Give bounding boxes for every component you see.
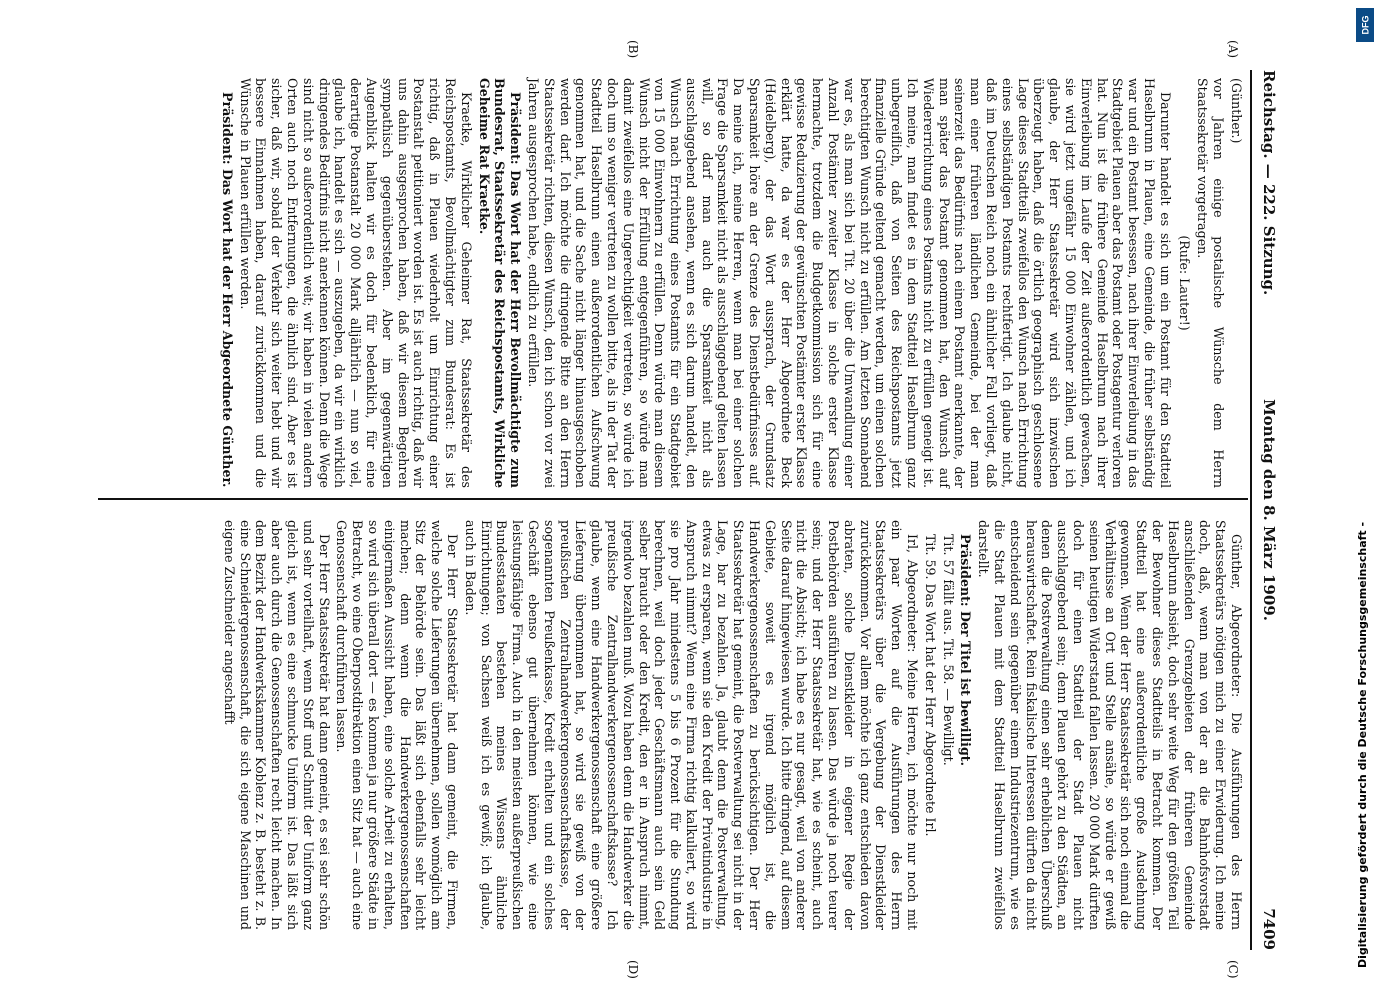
header-date: Montag den 8. März 1909. [1260, 399, 1278, 621]
paragraph: Tit. 59. Das Wort hat der Herr Abgeordnete Irl. [922, 534, 938, 837]
paragraph: Günther, Abgeordneter: Die Ausführungen des Herrn Staatssekretärs nötigen mich zu einer Erwiderung. Ich meine doch, daß, wenn man von der an die Bahnhofsvorstadt anschließenden Grenzgebieten der früheren Gemeinde Haselbrunn absieht, doch sehr weite Weg für den größten Teil der Bewohner dieses Stadtteils in Betracht kommen. Der Stadtteil hat eine außerordentliche große Ausdehnung gewonnen. Wenn der Herr Staatssekretär sich noch einmal die Verhältnisse an Ort und Stelle ansähe, so würde er gewiß seinen heutigen Widerstand fallen lassen. 20 000 Mark dürften doch für einen Stadtteil der Stadt Plauen nicht ausschlaggebend sein; denn Plauen gehört zu den Städten, an denen die Postverwaltung einen sehr erheblichen Überschuß herauswirtschaftet. Rein fiskalische Interessen dürften da nicht entscheidend sein gegenüber einem Industriezentrum, wie es die Stadt Plauen mit dem Stadtteil Haselbrunn zweifellos darstellt. [976, 520, 1244, 930]
paragraph: Kraetke, Wirklicher Geheimer Rat, Staatssekretär des Reichspostamts, Bevollmächtigter zum Bundesrat: Es ist richtig, daß in Plauen wiederholt um Einrichtung einer Postanstalt petitioniert worden ist. Es ist auch richtig, daß wir uns dahin ausgesprochen haben, daß wir diesem Begehren sympathisch gegenüberstehen. Aber im gegenwärtigen Augenblick halten wir es doch für bedenklich, für eine derartige Postanstalt 20 000 Mark alljährlich — nun so viel, glaube ich, handelt es sich — auszugeben, da wir ein wirklich dringendes Bedürfnis nicht anerkennen können. Denn die Wege sind nicht so außerordentlich weit; wir haben in vielen andern Orten auch noch Entfernungen, die ähnlich sind. Aber es ist sicher, daß wir, sobald der Verkehr sich weiter hebt und wir bessere Einnahmen haben, darauf zurückkommen und die Wünsche in Plauen erfüllen werden. [237, 78, 474, 488]
page-number: 7409 [1260, 908, 1278, 950]
paragraph: Tit. 57 fällt aus. Tit. 58. — Bewilligt. [940, 534, 956, 766]
margin-mark-c: (C) [1226, 960, 1240, 979]
left-column [217, 78, 1244, 488]
paragraph: Irl, Abgeordneter: Meine Herren, ich möchte nur noch mit ein paar Worten auf die Ausführungen des Herrn Staatssekretärs über die Vergebung der Dienstkleider zurückkommen. Vor allem möchte ich ganz entschieden davon abraten, solche Dienstkleider in eigener Regie der Postbehörden ausführen zu lassen. Das würde ja noch teurer sein; und der Herr Staatssekretär hat, wie es scheint, auch nicht die Absicht; ich habe es nur gesagt, weil von anderer Seite darauf hingewiesen wurde. Ich bitte dringend, auf diesem Gebiete, soweit es irgend möglich ist, die Handwerkergenossenschaften zu berücksichtigen. Der Herr Staatssekretär hat gemeint, die Postverwaltung sei nicht in der Lage, bar zu bezahlen. Ja, glaubt denn die Postverwaltung, etwas zu ersparen, wenn sie den Kredit der Privatindustrie in Anspruch nimmt? Wenn eine Firma richtig kalkuliert, so wird sie pro Jahr mindestens 5 bis 6 Prozent für die Stundung berechnen, weil doch jeder Geschäftsmann auch sein Geld selber braucht oder den Kredit, den er in Anspruch nimmt, irgendwo bezahlen muß. Wozu haben denn die Handwerker die preußische Zentralhandwerkergenossenschaftskasse? Ich glaube, wenn eine Handwerkergenossenschaft eine größere Lieferung übernommen hat, so wird sie gewiß von der preußischen Zentralhandwerkergenossenschaftskasse, der sogenannten Preußenkasse, Kredit erhalten und ein solches Geschäft ebenso gut übernehmen können, wie eine leistungsfähige Firma. Auch in den meisten außerpreußischen Bundesstaaten bestehen meines Wissens ähnliche Einrichtungen; von Sachsen weiß ich es gewiß; ich glaube, auch in Baden. [462, 520, 921, 930]
paragraph: vor Jahren einige postalische Wünsche dem Herrn Staatssekretär vorgetragen. [1195, 78, 1227, 488]
digitization-credit [1356, 8, 1374, 992]
paragraph: Der Herr Staatssekretär hat dann gemeint, es sei sehr schön und sehr vorteilhaft, wenn Stoff und Schnitt der Uniform ganz gleich ist, wenn es eine schmucke Uniform ist. Das läßt sich aber auch durch die Genossenschaften recht leicht machen. In dem Bezirk der Handwerkskammer Koblenz z. B. besteht z. B. eine Schneidergenossenschaft, die sich eigene Maschinen und eigene Zuschneider angeschafft [221, 520, 332, 930]
president-statement: Präsident: Das Wort hat der Herr Abgeordnete Günther. [219, 92, 235, 488]
dfg-logo-text: DFG [1360, 15, 1370, 35]
margin-mark-a: (A) [1226, 40, 1240, 59]
dfg-logo [1356, 8, 1374, 42]
speaker-note: (Günther.) [1229, 78, 1244, 144]
president-statement: Präsident: Das Wort hat der Herr Bevollmächtigte zum Bundesrat, Staatssekretär des Reichspostamts, Wirkliche Geheime Rat Kraetke. [476, 78, 524, 488]
scanned-page [40, 0, 1340, 1000]
paragraph: Der Herr Staatssekretär hat dann gemeint, die Firmen, welche solche Lieferungen übernehmen, sollen womöglich am Sitz der Behörde sein. Das läßt sich ebenfalls sehr leicht machen; denn wenn die Handwerkergenossenschaften einigermaßen Aussicht haben, eine solche Arbeit zu erhalten, so wird sich überall dort — es kommen ja nur größere Städte in Betracht, wo eine Oberpostdirektion einen Sitz hat — auch eine Genossenschaft durchführen lassen. [334, 520, 460, 930]
header-left: Reichstag. — 222. Sitzung. [1260, 70, 1278, 296]
column-divider [98, 498, 1248, 500]
paragraph: Darunter handelt es sich um ein Postamt für den Stadtteil Haselbrunn in Plauen, eine Gemeinde, die früher selbständig war und ein Postamt besessen, nach ihrer Einverleibung in das Stadtgebiet Plauen aber das Postamt oder Postagentur verloren hat. Nun ist die frühere Gemeinde Haselbrunn nach ihrer Einverleibung im Laufe der Zeit außerordentlich gewachsen, sie wird jetzt ungefähr 15 000 Einwohner zählen, und ich glaube, der Herr Staatssekretär wird sich inzwischen überzeugt haben, daß die örtlich geographisch geschlossene Lage dieses Stadtteils zweifellos den Wunsch nach Errichtung eines selbständigen Postamts rechtfertigt. Ich glaube nicht, daß im Deutschen Reich noch ein ähnlicher Fall vorliegt, daß man einer früheren ländlichen Gemeinde, bei der man seinerzeit das Bedürfnis nach einem Postamt anerkannte, der man später das Postamt genommen hat, den Wunsch auf Wiedererrichtung eines Postamts nicht zu erfüllen geneigt ist. Ich meine, man findet es in dem Stadtteil Haselbrunn ganz unbegreiflich, daß von Seiten des Reichspostamts jetzt finanzielle Gründe geltend gemacht werden, um einen solchen berechtigten Wunsch nicht zu erfüllen. Am letzten Sonnabend war es, als man sich bei Tit. 20 über die Umwandlung einer Anzahl Postämter zweiter Klasse in solche erster Klasse hermachte, trotzdem die Budgetkommission sich für eine gewisse Reduzierung der gewünschten Postämter erster Klasse erklärt hatte, da war es der Herr Abgeordnete Beck (Heidelberg), der das Wort aussprach, der Grundsatz Sparsamkeit höre an der Grenze des Dienstbedürfnisses auf. Da meine ich, meine Herren, wenn man bei einer solchen Frage die Sparsamkeit nicht als ausschlaggebend gelten lassen will, so darf man auch die Sparsamkeit nicht als ausschlaggebend ansehen, wenn es sich darum handelt, den Wunsch nach Errichtung eines Postamts für ein Stadtgebiet von 15 000 Einwohnern zu erfüllen. Denn würde man diesem Wunsch nicht der Erfüllung entgegenführen, so würde man damit zweifellos eine Ungerechtigkeit vertreten, so würde ich doch um so weniger vertreten zu wollen bitte, als in der Tat der Stadtteil Haselbrunn einen außerordentlichen Aufschwung genommen hat, und die Sache nicht länger hinausgeschoben werden darf. Ich möchte die dringende Bitte an den Herrn Staatssekretär richten, diesen Wunsch, den ich schon vor zwei Jahren ausgesprochen habe, endlich zu erfüllen. [525, 78, 1173, 488]
margin-mark-d: (D) [626, 960, 640, 979]
margin-mark-b: (B) [626, 40, 640, 59]
right-column [219, 520, 1244, 930]
header-rule [1250, 70, 1252, 950]
president-statement: Präsident: Der Titel ist bewilligt. [958, 534, 974, 766]
interjection: (Rufe: Lauter!) [1176, 235, 1192, 331]
credit-text: Digitalisierung gefördert durch die Deutsche Forschungsgemeinschaft - [1356, 521, 1369, 968]
page-header [1250, 70, 1282, 950]
